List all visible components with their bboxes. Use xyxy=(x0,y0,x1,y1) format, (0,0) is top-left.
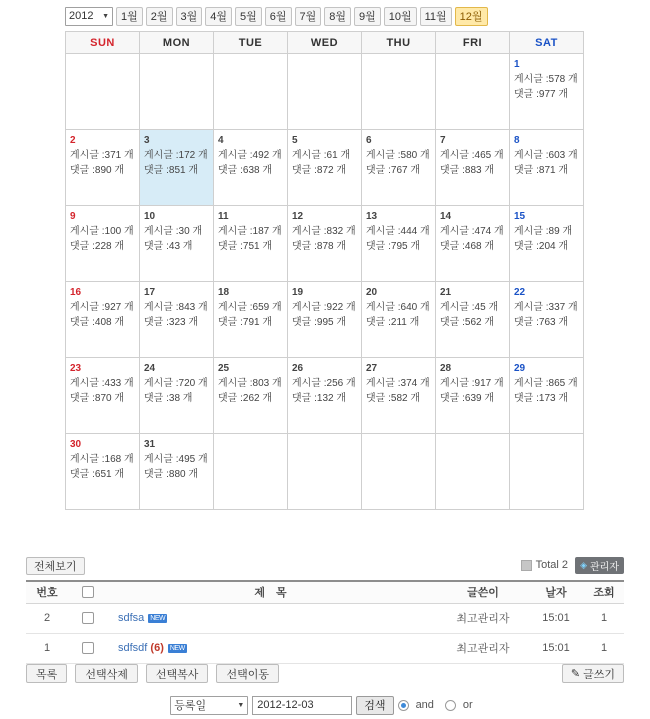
row-title-link[interactable]: sdfsa xyxy=(118,612,145,624)
row-number: 2 xyxy=(26,603,68,633)
calendar-day-number: 21 xyxy=(440,287,452,298)
calendar-day-cell[interactable] xyxy=(510,282,584,358)
month-button-3[interactable]: 3월 xyxy=(176,7,203,26)
calendar-post-count: 게시글 :640 개 xyxy=(366,302,430,313)
calendar-day-cell[interactable] xyxy=(140,282,214,358)
calendar-post-count: 게시글 :89 개 xyxy=(514,226,573,237)
new-badge-icon: NEW xyxy=(150,614,166,622)
delete-selected-button[interactable]: 선택삭제 xyxy=(75,664,138,683)
search-date-value: 2012-12-03 xyxy=(257,699,314,711)
calendar-day-number: 12 xyxy=(292,211,304,222)
calendar-post-count: 게시글 :865 개 xyxy=(514,378,578,389)
calendar-day-number: 4 xyxy=(218,135,224,146)
calendar-post-count: 게시글 :444 개 xyxy=(366,226,430,237)
calendar-week-row xyxy=(66,54,584,130)
calendar-day-number: 26 xyxy=(292,363,304,374)
calendar-day-cell[interactable] xyxy=(66,434,140,510)
calendar-comment-count: 댓글 :132 개 xyxy=(292,393,346,404)
calendar-post-count: 게시글 :100 개 xyxy=(70,226,134,237)
weekday-sat: SAT xyxy=(510,32,584,54)
calendar-comment-count: 댓글 :878 개 xyxy=(292,241,346,252)
calendar-comment-count: 댓글 :767 개 xyxy=(366,165,420,176)
search-field-select[interactable] xyxy=(170,696,248,715)
search-button[interactable]: 검색 xyxy=(356,696,393,715)
calendar-day-cell[interactable] xyxy=(436,282,510,358)
calendar-post-count: 게시글 :45 개 xyxy=(440,302,499,313)
radio-and[interactable] xyxy=(398,700,409,711)
month-button-7[interactable]: 7월 xyxy=(295,7,322,26)
calendar-comment-count: 댓글 :880 개 xyxy=(144,469,198,480)
row-title-cell[interactable] xyxy=(108,603,438,633)
calendar-post-count: 게시글 :465 개 xyxy=(440,150,504,161)
calendar-day-cell[interactable] xyxy=(66,206,140,282)
radio-or[interactable] xyxy=(445,700,456,711)
header-hit: 조회 xyxy=(584,581,624,603)
calendar-empty-cell xyxy=(288,54,362,130)
calendar-empty-cell xyxy=(66,54,140,130)
grid-icon xyxy=(521,560,532,571)
calendar-post-count: 게시글 :61 개 xyxy=(292,150,351,161)
view-all-button[interactable]: 전체보기 xyxy=(26,557,85,575)
calendar-comment-count: 댓글 :995 개 xyxy=(292,317,346,328)
calendar-empty-cell xyxy=(214,434,288,510)
write-button-label: 글쓰기 xyxy=(583,668,615,681)
calendar-empty-cell xyxy=(362,434,436,510)
calendar-post-count: 게시글 :927 개 xyxy=(70,302,134,313)
calendar-day-number: 15 xyxy=(514,211,526,222)
calendar-day-cell[interactable] xyxy=(66,130,140,206)
month-button-6[interactable]: 6월 xyxy=(265,7,292,26)
calendar-post-count: 게시글 :474 개 xyxy=(440,226,504,237)
calendar-post-count: 게시글 :843 개 xyxy=(144,302,208,313)
calendar-day-number: 31 xyxy=(144,439,156,450)
list-button[interactable]: 목록 xyxy=(26,664,67,683)
calendar-post-count: 게시글 :803 개 xyxy=(218,378,282,389)
row-checkbox[interactable] xyxy=(82,642,94,654)
search-date-input[interactable] xyxy=(252,696,352,715)
calendar-empty-cell xyxy=(362,54,436,130)
calendar-week-row xyxy=(66,130,584,206)
calendar-day-number: 30 xyxy=(70,439,82,450)
calendar-empty-cell xyxy=(288,434,362,510)
calendar-comment-count: 댓글 :872 개 xyxy=(292,165,346,176)
new-badge-icon: NEW xyxy=(169,644,185,652)
calendar-post-count: 게시글 :922 개 xyxy=(292,302,356,313)
row-date: 15:01 xyxy=(528,633,584,663)
weekday-mon: MON xyxy=(140,32,214,54)
header-checkbox[interactable] xyxy=(68,581,108,603)
calendar-empty-cell xyxy=(436,434,510,510)
calendar-comment-count: 댓글 :43 개 xyxy=(144,241,193,252)
calendar-comment-count: 댓글 :639 개 xyxy=(440,393,494,404)
calendar-comment-count: 댓글 :211 개 xyxy=(366,317,420,328)
calendar-comment-count: 댓글 :38 개 xyxy=(144,393,193,404)
calendar-day-number: 16 xyxy=(70,287,82,298)
calendar-comment-count: 댓글 :871 개 xyxy=(514,165,568,176)
calendar-day-number: 5 xyxy=(292,135,298,146)
calendar-day-number: 14 xyxy=(440,211,452,222)
calendar-day-number: 19 xyxy=(292,287,304,298)
calendar-toolbar xyxy=(65,4,584,28)
calendar-day-cell[interactable] xyxy=(436,358,510,434)
calendar-day-cell[interactable] xyxy=(436,206,510,282)
copy-selected-button[interactable]: 선택복사 xyxy=(146,664,209,683)
calendar-day-number: 20 xyxy=(366,287,378,298)
calendar-day-cell[interactable] xyxy=(362,206,436,282)
calendar-post-count: 게시글 :337 개 xyxy=(514,302,578,313)
month-button-8[interactable]: 8월 xyxy=(324,7,351,26)
weekday-wed: WED xyxy=(288,32,362,54)
year-select[interactable] xyxy=(65,7,113,26)
calendar-comment-count: 댓글 :173 개 xyxy=(514,393,568,404)
calendar-post-count: 게시글 :495 개 xyxy=(144,454,208,465)
calendar-comment-count: 댓글 :763 개 xyxy=(514,317,568,328)
list-action-buttons xyxy=(26,664,624,684)
calendar-day-number: 28 xyxy=(440,363,452,374)
calendar-day-number: 9 xyxy=(70,211,76,222)
calendar-header-row xyxy=(66,32,584,54)
weekday-sun: SUN xyxy=(66,32,140,54)
calendar-day-cell[interactable] xyxy=(510,358,584,434)
write-button[interactable] xyxy=(562,664,624,683)
calendar-day-cell[interactable] xyxy=(510,206,584,282)
weekday-fri: FRI xyxy=(436,32,510,54)
row-checkbox[interactable] xyxy=(82,612,94,624)
calendar-day-cell[interactable] xyxy=(362,358,436,434)
calendar-week-row xyxy=(66,206,584,282)
row-comment-count: (6) xyxy=(147,642,164,654)
row-title-link[interactable]: sdfsdf xyxy=(118,642,148,654)
row-checkbox-cell[interactable] xyxy=(68,603,108,633)
calendar-comment-count: 댓글 :795 개 xyxy=(366,241,420,252)
calendar-day-cell[interactable] xyxy=(362,130,436,206)
calendar-day-number: 2 xyxy=(70,135,76,146)
calendar-empty-cell xyxy=(214,54,288,130)
header-no: 번호 xyxy=(26,581,68,603)
calendar-day-number: 7 xyxy=(440,135,446,146)
calendar-day-number: 11 xyxy=(218,211,229,222)
calendar-day-cell[interactable] xyxy=(362,282,436,358)
calendar-post-count: 게시글 :603 개 xyxy=(514,150,578,161)
row-title-cell[interactable] xyxy=(108,633,438,663)
month-button-11[interactable]: 11월 xyxy=(420,7,452,26)
month-button-10[interactable]: 10월 xyxy=(384,7,417,26)
radio-and-label: and xyxy=(415,699,434,711)
calendar-day-cell[interactable] xyxy=(66,282,140,358)
calendar-day-cell[interactable] xyxy=(510,54,584,130)
calendar-day-cell[interactable] xyxy=(288,282,362,358)
calendar-day-number: 22 xyxy=(514,287,526,298)
calendar-day-cell[interactable] xyxy=(214,358,288,434)
table-row[interactable] xyxy=(26,633,624,663)
calendar-comment-count: 댓글 :751 개 xyxy=(218,241,272,252)
weekday-tue: TUE xyxy=(214,32,288,54)
calendar-day-number: 29 xyxy=(514,363,526,374)
month-button-12[interactable]: 12월 xyxy=(455,7,488,26)
calendar-day-cell[interactable] xyxy=(510,130,584,206)
header-writer: 글쓴이 xyxy=(438,581,528,603)
calendar-post-count: 게시글 :168 개 xyxy=(70,454,134,465)
calendar-comment-count: 댓글 :323 개 xyxy=(144,317,198,328)
calendar-comment-count: 댓글 :890 개 xyxy=(70,165,124,176)
row-writer: 최고관리자 xyxy=(438,603,528,633)
calendar-post-count: 게시글 :371 개 xyxy=(70,150,134,161)
month-button-1[interactable]: 1월 xyxy=(116,7,143,26)
list-subbar xyxy=(26,557,624,577)
calendar-comment-count: 댓글 :582 개 xyxy=(366,393,420,404)
row-writer: 최고관리자 xyxy=(438,633,528,663)
calendar-day-number: 1 xyxy=(514,59,520,70)
calendar-post-count: 게시글 :659 개 xyxy=(218,302,282,313)
calendar-post-count: 게시글 :917 개 xyxy=(440,378,504,389)
calendar-post-count: 게시글 :720 개 xyxy=(144,378,208,389)
calendar-day-number: 25 xyxy=(218,363,230,374)
chevron-down-icon: ▼ xyxy=(237,701,245,709)
calendar-comment-count: 댓글 :791 개 xyxy=(218,317,272,328)
calendar-table xyxy=(65,31,584,510)
calendar-comment-count: 댓글 :562 개 xyxy=(440,317,494,328)
post-list-header-row xyxy=(26,581,624,603)
calendar-post-count: 게시글 :832 개 xyxy=(292,226,356,237)
row-number: 1 xyxy=(26,633,68,663)
pencil-icon: ✎ xyxy=(570,668,581,680)
calendar-day-number: 23 xyxy=(70,363,82,374)
year-select-value: 2012 xyxy=(69,10,94,22)
calendar-empty-cell xyxy=(140,54,214,130)
calendar-post-count: 게시글 :30 개 xyxy=(144,226,203,237)
calendar-comment-count: 댓글 :851 개 xyxy=(144,165,198,176)
chevron-down-icon: ▼ xyxy=(102,12,109,20)
calendar-day-cell[interactable] xyxy=(214,206,288,282)
header-title: 제 목 xyxy=(108,581,438,603)
calendar-day-number: 17 xyxy=(144,287,156,298)
admin-label: 관리자 xyxy=(590,562,619,573)
table-row[interactable] xyxy=(26,603,624,633)
calendar-post-count: 게시글 :578 개 xyxy=(514,74,578,85)
calendar-day-cell[interactable] xyxy=(140,206,214,282)
row-checkbox-cell[interactable] xyxy=(68,633,108,663)
calendar-day-number: 24 xyxy=(144,363,156,374)
calendar-comment-count: 댓글 :408 개 xyxy=(70,317,124,328)
search-bar xyxy=(0,694,650,716)
calendar-comment-count: 댓글 :651 개 xyxy=(70,469,124,480)
calendar-day-cell[interactable] xyxy=(214,282,288,358)
calendar-day-cell[interactable] xyxy=(140,130,214,206)
calendar-day-number: 13 xyxy=(366,211,378,222)
row-hit: 1 xyxy=(584,633,624,663)
calendar-week-row xyxy=(66,434,584,510)
search-field-value: 등록일 xyxy=(174,700,207,712)
calendar-week-row xyxy=(66,358,584,434)
total-label: Total 2 xyxy=(535,559,568,571)
calendar-empty-cell xyxy=(436,54,510,130)
month-button-5[interactable]: 5월 xyxy=(235,7,262,26)
calendar-day-cell[interactable] xyxy=(140,434,214,510)
month-button-2[interactable]: 2월 xyxy=(146,7,173,26)
calendar-post-count: 게시글 :580 개 xyxy=(366,150,430,161)
calendar-comment-count: 댓글 :228 개 xyxy=(70,241,124,252)
calendar-comment-count: 댓글 :638 개 xyxy=(218,165,272,176)
calendar-post-count: 게시글 :433 개 xyxy=(70,378,134,389)
post-list-table xyxy=(26,580,624,664)
move-selected-button[interactable]: 선택이동 xyxy=(216,664,279,683)
calendar-day-number: 8 xyxy=(514,135,520,146)
calendar-body xyxy=(66,54,584,510)
radio-or-label: or xyxy=(462,699,473,711)
calendar-post-count: 게시글 :256 개 xyxy=(292,378,356,389)
calendar-post-count: 게시글 :374 개 xyxy=(366,378,430,389)
calendar-day-cell[interactable] xyxy=(66,358,140,434)
calendar-day-number: 3 xyxy=(144,135,150,146)
weekday-thu: THU xyxy=(362,32,436,54)
calendar-comment-count: 댓글 :977 개 xyxy=(514,89,568,100)
select-all-checkbox[interactable] xyxy=(82,586,94,598)
calendar-comment-count: 댓글 :468 개 xyxy=(440,241,494,252)
calendar-day-cell[interactable] xyxy=(436,130,510,206)
calendar-empty-cell xyxy=(510,434,584,510)
calendar-post-count: 게시글 :187 개 xyxy=(218,226,282,237)
calendar-day-cell[interactable] xyxy=(288,358,362,434)
month-button-9[interactable]: 9월 xyxy=(354,7,381,26)
row-hit: 1 xyxy=(584,603,624,633)
calendar-post-count: 게시글 :492 개 xyxy=(218,150,282,161)
calendar-comment-count: 댓글 :204 개 xyxy=(514,241,568,252)
total-count xyxy=(521,559,568,571)
calendar-comment-count: 댓글 :883 개 xyxy=(440,165,494,176)
calendar-day-number: 18 xyxy=(218,287,230,298)
calendar-day-cell[interactable] xyxy=(214,130,288,206)
header-date: 날자 xyxy=(528,581,584,603)
calendar-day-cell[interactable] xyxy=(140,358,214,434)
admin-button[interactable] xyxy=(575,557,624,574)
pin-icon: ◈ xyxy=(580,560,588,570)
month-button-4[interactable]: 4월 xyxy=(205,7,232,26)
row-date: 15:01 xyxy=(528,603,584,633)
calendar-post-count: 게시글 :172 개 xyxy=(144,150,208,161)
calendar-day-cell[interactable] xyxy=(288,130,362,206)
calendar-day-number: 27 xyxy=(366,363,378,374)
calendar-comment-count: 댓글 :262 개 xyxy=(218,393,272,404)
calendar-day-number: 6 xyxy=(366,135,372,146)
calendar-week-row xyxy=(66,282,584,358)
post-list-body xyxy=(26,603,624,663)
calendar-comment-count: 댓글 :870 개 xyxy=(70,393,124,404)
calendar-day-number: 10 xyxy=(144,211,156,222)
calendar-day-cell[interactable] xyxy=(288,206,362,282)
